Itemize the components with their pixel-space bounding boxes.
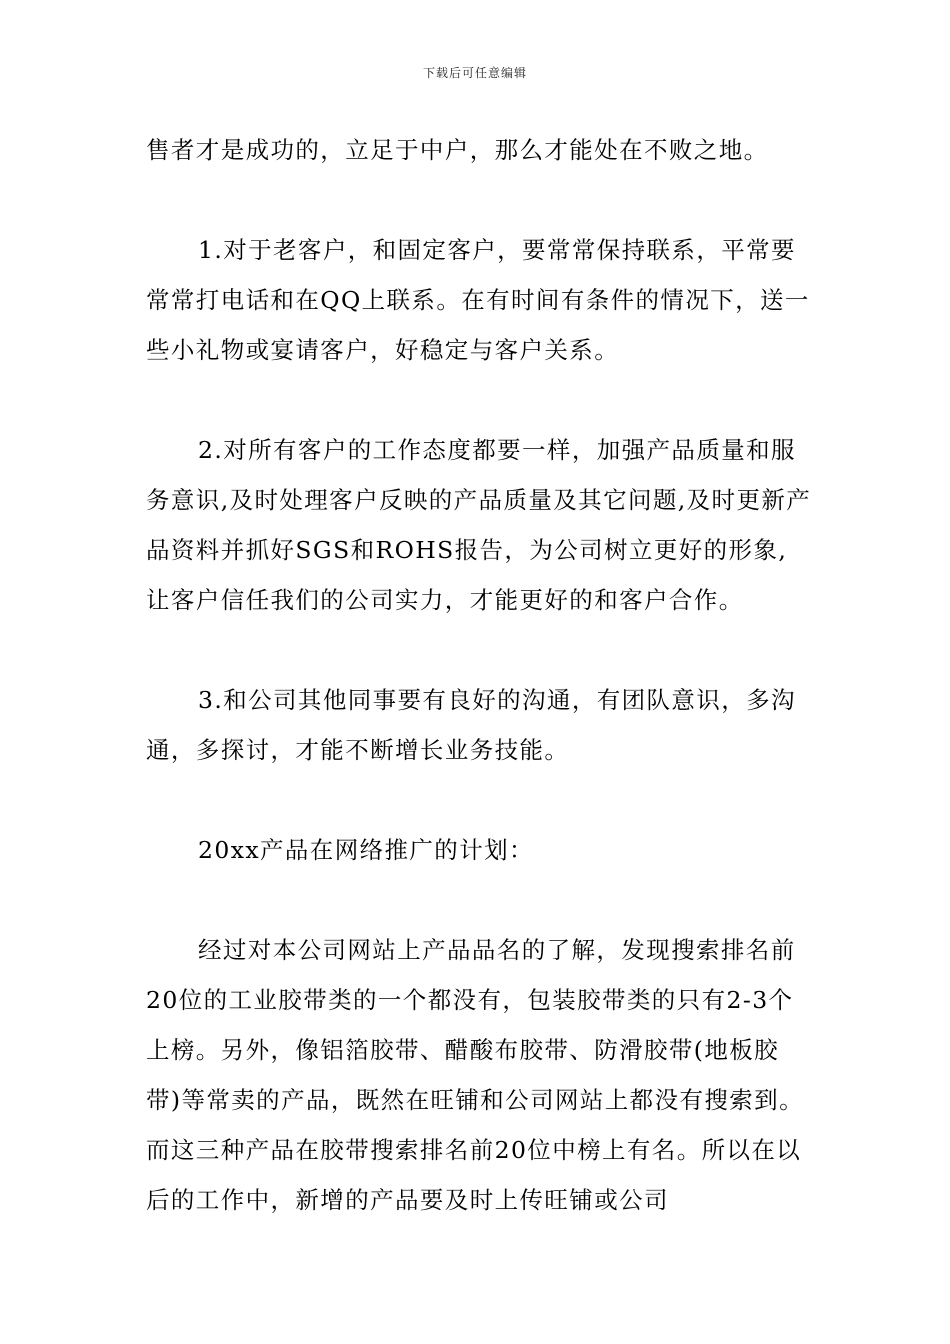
document-body <box>146 125 812 1225</box>
page-header: 下载后可任意编辑 <box>422 66 527 80</box>
section-heading-plan: 20xx产品在网络推广的计划： <box>198 836 534 864</box>
paragraph-continuation: 售者才是成功的，立足于中户，那么才能处在不败之地。 <box>146 136 769 164</box>
paragraph-analysis: 经过对本公司网站上产品品名的了解，发现搜索排名前20位的工业胶带类的一个都没有，包装胶带类的只有2-3个上榜。另外，像铝箔胶带、醋酸布胶带、防滑胶带(地板胶带)等常卖的产品，既然在旺铺和公司网站上都没有搜索到。而这三种产品在胶带搜索排名前20位中榜上有名。所以在以后的工作中，新增的产品要及时上传旺铺或公司 <box>146 936 804 1214</box>
paragraph-item-1: 1.对于老客户，和固定客户，要常常保持联系，平常要常常打电话和在QQ上联系。在有时间有条件的情况下，送一些小礼物或宴请客户，好稳定与客户关系。 <box>146 236 810 364</box>
paragraph-item-2: 2.对所有客户的工作态度都要一样，加强产品质量和服务意识,及时处理客户反映的产品质量及其它问题,及时更新产品资料并抓好SGS和ROHS报告，为公司树立更好的形象,让客户信任我们的公司实力，才能更好的和客户合作。 <box>146 436 812 614</box>
paragraph-item-3: 3.和公司其他同事要有良好的沟通，有团队意识，多沟通，多探讨，才能不断增长业务技能。 <box>146 686 796 764</box>
